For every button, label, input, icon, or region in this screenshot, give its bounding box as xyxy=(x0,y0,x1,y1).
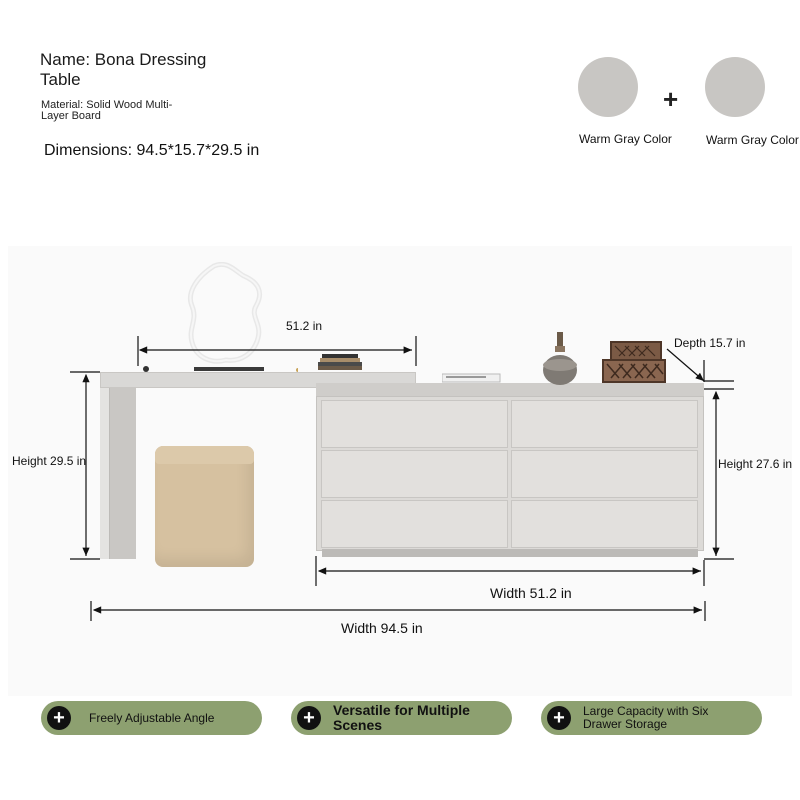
cabinet-base xyxy=(322,549,698,557)
product-material: Material: Solid Wood Multi-Layer Board xyxy=(41,99,173,122)
drawer xyxy=(511,450,698,498)
depth-label: Depth 15.7 in xyxy=(674,336,746,350)
drawer xyxy=(511,500,698,548)
product-dimensions: Dimensions: 94.5*15.7*29.5 in xyxy=(44,142,260,159)
papers-decor xyxy=(442,372,502,384)
color-swatch-1[interactable] xyxy=(578,57,638,117)
plus-icon: + xyxy=(297,706,321,730)
feature-label: Freely Adjustable Angle xyxy=(89,710,215,725)
total-width-label: Width 94.5 in xyxy=(341,620,423,636)
feature-pill-capacity xyxy=(541,701,762,735)
drawer xyxy=(321,400,508,448)
feature-label: Large Capacity with Six Drawer Storage xyxy=(583,704,709,731)
mirror-image xyxy=(184,262,266,366)
drawer xyxy=(511,400,698,448)
desk-leg-edge xyxy=(100,386,110,559)
drawer xyxy=(321,450,508,498)
desk-accessories xyxy=(138,360,298,372)
plus-icon: + xyxy=(547,706,571,730)
vase-decor xyxy=(542,332,578,386)
color-swatch-1-label: Warm Gray Color xyxy=(579,132,672,146)
product-name: Name: Bona Dressing Table xyxy=(40,50,207,89)
color-swatch-2[interactable] xyxy=(705,57,765,117)
stool-cushion xyxy=(155,446,254,464)
plus-icon: + xyxy=(47,706,71,730)
cabinet-width-label: Width 51.2 in xyxy=(490,585,572,601)
books-decor xyxy=(318,350,362,372)
storage-box-decor xyxy=(601,340,667,384)
feature-pill-versatile xyxy=(291,701,512,735)
desk-width-label: 51.2 in xyxy=(286,319,323,333)
drawer-cabinet xyxy=(316,396,704,551)
feature-label: Versatile for Multiple Scenes xyxy=(333,702,470,733)
cabinet-top xyxy=(316,383,704,396)
drawer xyxy=(321,500,508,548)
stool xyxy=(155,446,254,567)
height-left-label: Height 29.5 in xyxy=(12,454,87,468)
color-swatch-2-label: Warm Gray Color xyxy=(706,133,799,147)
height-right-label: Height 27.6 in xyxy=(718,457,793,471)
feature-pill-adjustable xyxy=(41,701,262,735)
plus-icon: + xyxy=(663,84,679,114)
